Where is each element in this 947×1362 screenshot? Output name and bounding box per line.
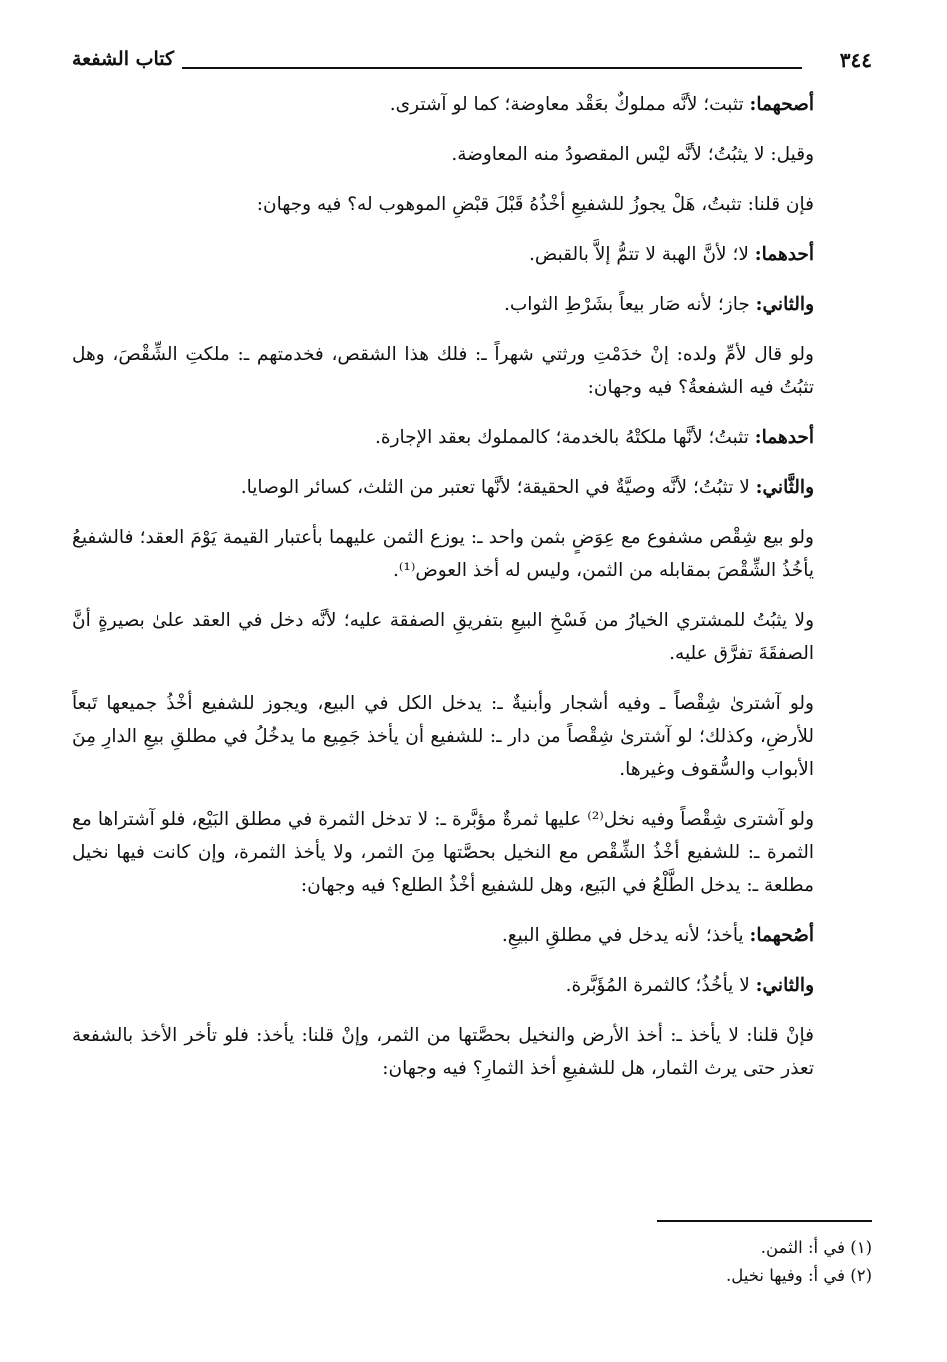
page-number: ٣٤٤ xyxy=(839,48,872,72)
footnote-separator xyxy=(657,1220,872,1222)
paragraph xyxy=(72,338,872,404)
paragraph-lead: أصحهما: xyxy=(749,94,814,115)
header-rule xyxy=(182,67,802,69)
paragraph xyxy=(72,969,872,1002)
paragraph xyxy=(72,687,872,786)
paragraph xyxy=(72,238,872,271)
page xyxy=(72,42,872,1332)
paragraph xyxy=(72,521,872,587)
paragraph xyxy=(72,188,872,221)
paragraph-lead: أصُحهما: xyxy=(749,925,814,946)
paragraph-text: ولو آشترىٰ شِقْصاً ـ وفيه أشجار وأبنيةٌ ـ: يدخل الكل في البيع، ويجوز للشفيع أخْذُ جميعها تَبعاً للأرضِ، وكذلك؛ لو آشترىٰ شِقْصاً من دار ـ: للشفيع أن يأخذ جَمِيع ما يدخُلُ في مطلقِ بيعِ الدارِ مِنَ الأبواب والسُّقوف وغيرها. xyxy=(72,693,814,780)
paragraph-text: لا؛ لأنَّ الهبة لا تتمُّ إلاَّ بالقبض. xyxy=(529,244,755,265)
paragraph xyxy=(72,803,872,902)
paragraph-lead: أحدهما: xyxy=(754,244,814,265)
paragraph-text: يأخذ؛ لأنه يدخل في مطلقِ البيعِ. xyxy=(501,925,750,946)
paragraph xyxy=(72,919,872,952)
page-header xyxy=(72,42,872,82)
paragraph-text: تثبت؛ لأنَّه مملوكٌ بعَقْد معاوضة؛ كما لو آشترى. xyxy=(389,94,750,115)
paragraph-text: ولو آشترى شِقْصاً وفيه نخل⁽²⁾ عليها ثمرةٌ مؤبَّرة ـ: لا تدخل الثمرة في مطلق البَيْع، فلو آشتراها مع الثمرة ـ: للشفيع أخْذُ الشِّقْص مع النخيل بحصَّتها مِنَ الثمر، ولا يأخذ الثمرة، وإن كانت فيها نخيل مطلعة ـ: يدخل الطَّلْعُ في البَيع، وهل للشفيع أخْذُ الطلع؟ فيه وجهان: xyxy=(72,809,814,896)
paragraph-lead: أحدهما: xyxy=(754,427,814,448)
paragraph xyxy=(72,1019,872,1085)
paragraph-text: ولو قال لأمِّ ولده: إنْ خدَمْتِ ورثتي شهراً ـ: فلك هذا الشقص، فخدمتهم ـ: ملكتِ الشِّقْصَ، وهل تثبُتُ فيه الشفعةُ؟ فيه وجهان: xyxy=(72,344,814,398)
paragraph-text: لا يأخُذُ؛ كالثمرة المُؤَبَّرة. xyxy=(565,975,756,996)
paragraph-text: لا تثبُتُ؛ لأنَّه وصيَّةٌ في الحقيقة؛ لأنَّها تعتبر من الثلث، كسائر الوصايا. xyxy=(240,477,756,498)
paragraph xyxy=(72,288,872,321)
paragraph-text: ولو بيع شِقْص مشفوع مع عِوَضٍ بثمن واحد ـ: يوزع الثمن عليهما بأعتبار القيمة يَوْمَ العقد؛ فالشفيعُ يأخُذُ الشِّقْصَ بمقابله من الثمن، وليس له أخذ العوض⁽¹⁾. xyxy=(72,527,814,581)
footnotes xyxy=(72,1234,872,1290)
paragraph-text: فإن قلنا: تثبتُ، هَلْ يجوزُ للشفيعِ أخْذُهُ قَبْلَ قبْضِ الموهوب له؟ فيه وجهان: xyxy=(256,194,814,215)
paragraph xyxy=(72,88,872,121)
footnote: (٢) في أ: وفيها نخيل. xyxy=(726,1266,872,1285)
page-body xyxy=(72,88,872,1085)
footnote: (١) في أ: الثمن. xyxy=(760,1238,872,1257)
paragraph-text: فإنْ قلنا: لا يأخذ ـ: أخذ الأرض والنخيل بحصَّتها من الثمر، وإنْ قلنا: يأخذ: فلو تأخر الأخذ بالشفعة تعذر حتى يرث الثمار، هل للشفيعِ أخذ الثمارِ؟ فيه وجهان: xyxy=(72,1025,814,1079)
paragraph xyxy=(72,138,872,171)
paragraph-text: جاز؛ لأنه صَار بيعاً بشَرْطِ الثواب. xyxy=(503,294,756,315)
paragraph-lead: والثاني: xyxy=(755,975,814,996)
paragraph-text: ولا يثبُتُ للمشتري الخيارُ من فَسْخِ البيعِ بتفريقِ الصفقة عليه؛ لأنَّه دخل في العقد علىٰ بصيرةٍ أنَّ الصفقَةَ تفرَّق عليه. xyxy=(72,610,814,664)
paragraph xyxy=(72,604,872,670)
running-title: كتاب الشفعة xyxy=(72,48,175,70)
paragraph-lead: والثَّاني: xyxy=(755,477,814,498)
paragraph-text: وقيل: لا يثبُتُ؛ لأنَّه ليْس المقصودُ منه المعاوضة. xyxy=(451,144,814,165)
paragraph-text: تثبتُ؛ لأنَّها ملكتْهُ بالخدمة؛ كالمملوك بعقد الإجارة. xyxy=(375,427,755,448)
paragraph-lead: والثاني: xyxy=(755,294,814,315)
paragraph xyxy=(72,421,872,454)
paragraph xyxy=(72,471,872,504)
